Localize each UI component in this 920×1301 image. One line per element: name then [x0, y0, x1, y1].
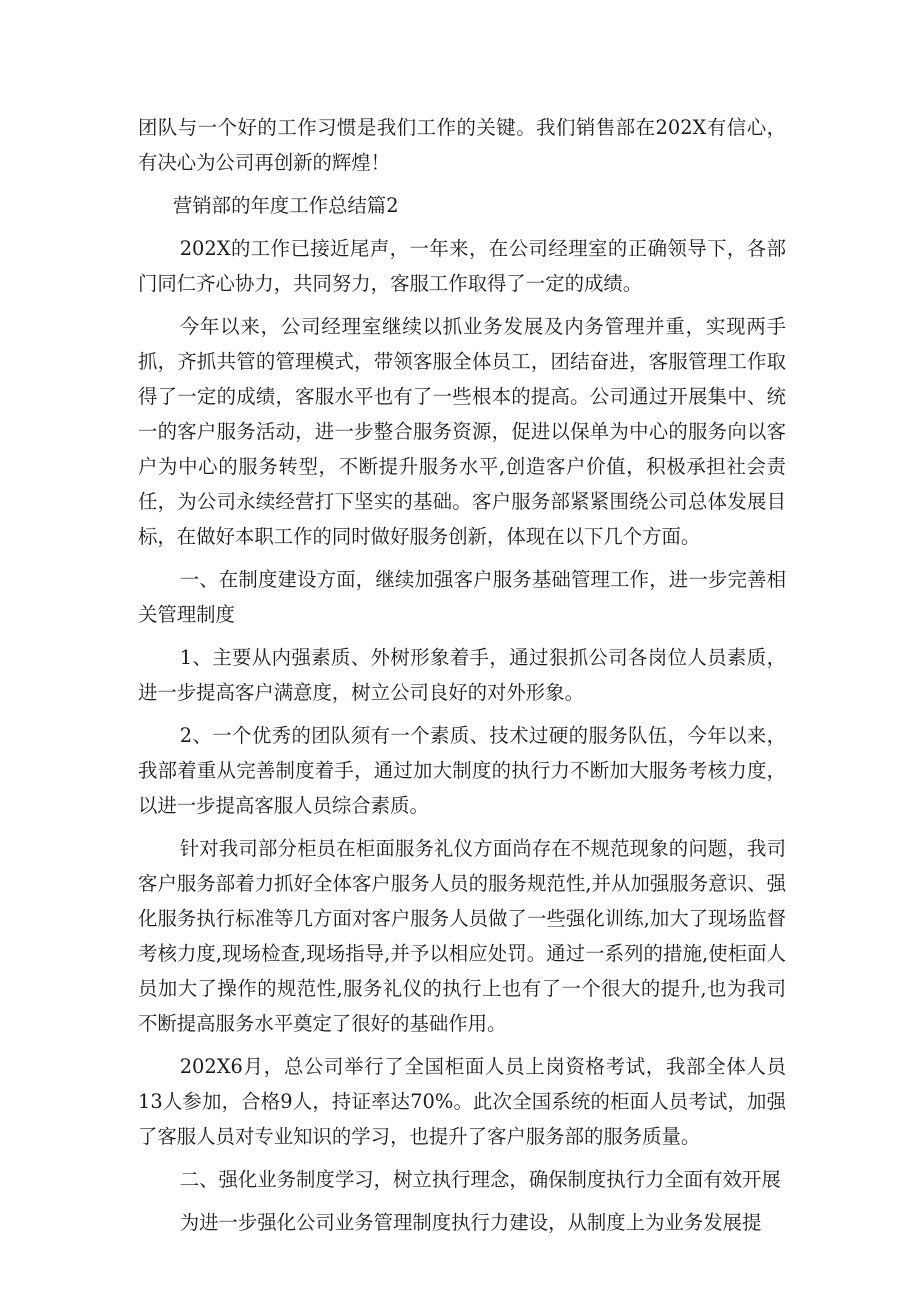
section-title: 营销部的年度工作总结篇2	[172, 194, 399, 217]
paragraph-etiquette: 针对我司部分柜员在柜面服务礼仪方面尚存在不规范现象的问题，我司客户服务部着力抓好全体客户服务人员的服务规范性,并从加强服务意识、强化服务执行标准等几方面对客户服务人员做了一些强化训练,加大了现场监督考核力度,现场检查,现场指导,并予以相应处罚。通过一系列的措施,使柜面人员加大了操作的规范性,服务礼仪的执行上也有了一个很大的提升,也为我司不断提高服务水平奠定了很好的基础作用。	[138, 837, 786, 1035]
list-item-1: 1、主要从内强素质、外树形象着手，通过狠抓公司各岗位人员素质，进一步提高客户满意度，树立公司良好的对外形象。	[138, 646, 786, 704]
paragraph-continued: 团队与一个好的工作习惯是我们工作的关键。我们销售部在202X有信心，有决心为公司再创新的辉煌！	[138, 116, 786, 174]
paragraph-exam: 202X6月，总公司举行了全国柜面人员上岗资格考试，我部全体人员13人参加，合格9人，持证率达70%。此次全国系统的柜面人员考试，加强了客服人员对专业知识的学习，也提升了客户服务部的服务质量。	[138, 1055, 786, 1148]
paragraph-overview: 今年以来，公司经理室继续以抓业务发展及内务管理并重，实现两手抓，齐抓共管的管理模式，带领客服全体员工，团结奋进，客服管理工作取得了一定的成绩，客服水平也有了一些根本的提高。公司通过开展集中、统一的客户服务活动，进一步整合服务资源，促进以保单为中心的服务向以客户为中心的服务转型，不断提升服务水平,创造客户价值，积极承担社会责任，为公司永续经营打下坚实的基础。客户服务部紧紧围绕公司总体发展目标，在做好本职工作的同时做好服务创新，体现在以下几个方面。	[138, 315, 786, 548]
paragraph-truncated: 为进一步强化公司业务管理制度执行力建设，从制度上为业务发展提	[179, 1211, 762, 1234]
list-item-2: 2、一个优秀的团队须有一个素质、技术过硬的服务队伍，今年以来，我部着重从完善制度着手，通过加大制度的执行力不断加大服务考核力度，以进一步提高客服人员综合素质。	[138, 724, 786, 817]
section-heading-2: 二、强化业务制度学习，树立执行理念，确保制度执行力全面有效开展	[179, 1168, 781, 1191]
section-heading-1: 一、在制度建设方面，继续加强客户服务基础管理工作，进一步完善相关管理制度	[138, 568, 786, 626]
paragraph-intro: 202X的工作已接近尾声，一年来，在公司经理室的正确领导下，各部门同仁齐心协力，共同努力，客服工作取得了一定的成绩。	[138, 237, 786, 295]
document-body	[138, 110, 786, 1248]
